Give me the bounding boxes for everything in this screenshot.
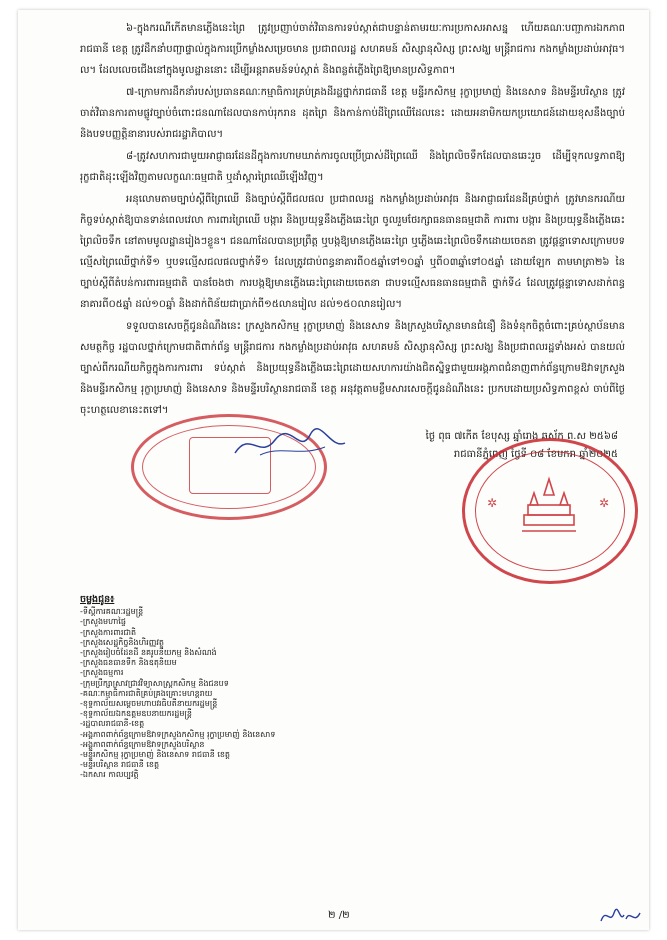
recipient-item: -ឯកសារ កាលប្បវត្តិ bbox=[80, 770, 139, 780]
recipient-item: -ក្រសួងរៀបចំដែនដី នគរូបនីយកម្ម និងសំណង់ bbox=[80, 648, 217, 658]
recipient-item: -ខុទ្ទកាល័យសម្តេចមហាបវរធិបតីនាយករដ្ឋមន្ត្រី bbox=[80, 699, 218, 709]
recipient-item: -អង្គភាពពាក់ព័ន្ធក្រោមឱវាទក្រសួងកសិកម្ម រុក្ខាប្រមាញ់ និងនេសាទ bbox=[80, 729, 276, 739]
recipient-item: -រដ្ឋបាលរាជធានី-ខេត្ត bbox=[80, 719, 145, 729]
recipients-heading: ចម្លងជូន៖ bbox=[80, 594, 115, 605]
recipient-item: -ក្រសួងធនធានទឹក និងឧតុនិយម bbox=[80, 658, 177, 668]
document-page bbox=[18, 10, 649, 930]
paragraph-closing: ទទួលបានសេចក្តីជូនដំណឹងនេះ ក្រសួងកសិកម្ម រុក្ខាប្រមាញ់ និងនេសាទ និងក្រសួងបរិស្ថានមានជំនឿ និងទំនុកចិត្តចំពោះគ្រប់ស្ថាប័នមានសមត្ថកិច្ច រដ្ឋបាលថ្នាក់ក្រោមជាតិពាក់ព័ន្ធ មន្ត្រីរាជការ កងកម្លាំងប្រដាប់អាវុធ សហគមន៍ សិស្សានុសិស្ស ព្រះសង្ឃ និងប្រជាពលរដ្ឋទាំងអស់ បានយល់ច្បាស់ពីករណីយកិច្ចក្នុងការការពារ ទប់ស្កាត់ និងប្រយុទ្ធនឹងភ្លើងឆេះព្រៃដោយសហការយ៉ាងជិតស្និទ្ធជាមួយអង្គភាពជំនាញពាក់ព័ន្ធក្រោមឱវាទក្រសួង និងមន្ទីរកសិកម្ម រុក្ខាប្រមាញ់ និងនេសាទ និងមន្ទីរបរិស្ថានរាជធានី ខេត្ត អនុវត្តតាមខ្លឹមសារសេចក្តីជូនដំណឹងនេះ ប្រកបដោយប្រសិទ្ធភាពខ្ពស់ ចាប់ពីថ្ងៃចុះហត្ថលេខានេះតទៅ។ bbox=[80, 321, 625, 416]
recipient-item: -ក្រសួងការពារជាតិ bbox=[80, 627, 137, 637]
paragraph-legal: អនុលោមតាមច្បាប់ស្តីពីព្រៃឈើ និងច្បាប់ស្តីពីជលផល ប្រជាពលរដ្ឋ កងកម្លាំងប្រដាប់អាវុធ និងអាជ្ញាធរដែនដីគ្រប់ថ្នាក់ ត្រូវមានករណីយកិច្ចទប់ស្កាត់ឱ្យបានទាន់ពេលវេលា ការពារព្រៃឈើ បង្ការ និងប្រយុទ្ធនឹងភ្លើងឆេះព្រៃ ចូលរួមថែរក្សាធនធានធម្មជាតិ ការពារ បង្ការ និងប្រយុទ្ធនឹងភ្លើងឆេះព្រៃលិចទឹក នៅតាមមូលដ្ឋានរៀងៗខ្លួន។ ជនណាដែលបានប្រព្រឹត្ត ឬបង្កឱ្យមានភ្លើងឆេះព្រៃ ឬភ្លើងឆេះព្រៃលិចទឹកដោយចេតនា ត្រូវផ្តន្ទាទោសក្រោមបទល្មើសព្រៃឈើថ្នាក់ទី១ ឬបទល្មើសជលផលថ្នាក់ទី១ ដែលត្រូវជាប់ពន្ធនាគារពី០៥ឆ្នាំទៅ១០ឆ្នាំ ឬពី០៣ឆ្នាំទៅ០៥ឆ្នាំ ដោយឡែក តាមមាត្រា២៦ នៃច្បាប់ស្តីពីតំបន់ការពារធម្មជាតិ បានចែងថា ការបង្កឱ្យមានភ្លើងឆេះព្រៃដោយចេតនា ជាបទល្មើសធនធានធម្មជាតិ ថ្នាក់ទី៤ ដែលត្រូវផ្តន្ទាទោសដាក់ពន្ធនាគារពី០៥ឆ្នាំ ដល់១០ឆ្នាំ និងដាក់ពិន័យជាប្រាក់ពី១៥លានរៀល ដល់១៥០លានរៀល។ bbox=[80, 194, 625, 310]
recipient-item: -ទីស្តីការគណៈរដ្ឋមន្ត្រី bbox=[80, 607, 144, 617]
initials-signature bbox=[598, 905, 642, 927]
recipient-item: -ក្រសួងសេដ្ឋកិច្ចនិងហិរញ្ញវត្ថុ bbox=[80, 637, 164, 647]
body-text bbox=[80, 18, 625, 421]
recipient-item: -ក្រសួងធម្មការ bbox=[80, 668, 124, 678]
paragraph-7: ៧-ក្រោមការដឹកនាំរបស់ប្រធានគណៈកម្មាធិការគ្រប់គ្រងដីរដ្ឋថ្នាក់រាជធានី ខេត្ត មន្ទីរកសិកម្ម រុក្ខាប្រមាញ់ និងនេសាទ និងមន្ទីរបរិស្ថាន ត្រូវចាត់វិធានការតាមផ្លូវច្បាប់ចំពោះជនណាដែលបានកាប់រុករាន ដុតព្រៃ និងកាន់កាប់ដីព្រៃឈើដែលនេះ ដោយអនាមិកយកប្រយោជន៍ដោយខុសនឹងច្បាប់ និងបទបញ្ញត្តិនានារបស់រាជរដ្ឋាភិបាល។ bbox=[80, 87, 625, 140]
recipient-item: -គណៈកម្មាធិការជាតិគ្រប់គ្រងគ្រោះមហន្តរាយ bbox=[80, 688, 213, 698]
recipient-item: -ខុទ្ទកាល័យឯកឧត្តមឧបនាយករដ្ឋមន្ត្រី bbox=[80, 709, 192, 719]
recipient-item: -ក្រសួងមហាផ្ទៃ bbox=[80, 617, 126, 627]
recipient-item: -មន្ទីរបរិស្ថាន រាជធានី ខេត្ត bbox=[80, 760, 160, 770]
recipient-item: -អង្គភាពពាក់ព័ន្ធក្រោមឱវាទក្រសួងបរិស្ថាន bbox=[80, 739, 205, 749]
recipient-item: -មន្ទីរកសិកម្ម រុក្ខាប្រមាញ់ និងនេសាទ រាជធានី ខេត្ត bbox=[80, 750, 231, 760]
angkor-temple-icon bbox=[520, 475, 578, 535]
solar-date: រាជធានីភ្នំពេញ ថ្ងៃទី ០៨ ខែមករា ឆ្នាំ២០២៥ bbox=[453, 449, 618, 460]
page-number: ២ /២ bbox=[328, 910, 350, 921]
paragraph-6: ៦-ក្នុងករណីកើតមានភ្លើងនេះព្រៃ ត្រូវប្រញាប់ចាត់វិធានការទប់ស្កាត់ជាបន្ទាន់តាមរយៈការប្រកាសអាសន្ន ហើយគណៈបញ្ជាការឯកភាពរាជធានី ខេត្ត ត្រូវដឹកនាំបញ្ជាផ្ទាល់ក្នុងការប្រើកម្លាំងសម្រេចមាន ប្រជាពលរដ្ឋ សហគមន៍ សិស្សានុសិស្ស ព្រះសង្ឃ មន្ត្រីរាជការ កងកម្លាំងប្រដាប់អាវុធ។ល។ ដែលលេចជើងនៅក្នុងមូលដ្ឋាននោះ ដើម្បីអន្តរាគមន៍ទប់ស្កាត់ និងពន្លត់ភ្លើងព្រៃឱ្យមានប្រសិទ្ធភាព។ bbox=[80, 23, 625, 76]
ministry-seal-right bbox=[462, 438, 638, 584]
paragraph-8: ៨-ត្រូវសហការជាមួយអាជ្ញាធរដែនដីក្នុងការហាមឃាត់ការចូលប្រើប្រាស់ដីព្រៃឈើ និងព្រៃលិចទឹកដែលបានឆេះរួច ដើម្បីទុកលទ្ធភាពឱ្យរុក្ខជាតិដុះឡើងវិញតាមលក្ខណៈធម្មជាតិ ឬដាំស្តារព្រៃឈើឡើងវិញ។ bbox=[80, 151, 625, 183]
lunar-date: ថ្ងៃ ពុធ ៧កើត ខែបុស្ស ឆ្នាំរោង ឆស័ក ព.ស ២៥៦៨ bbox=[425, 431, 618, 442]
recipients-list bbox=[80, 595, 500, 781]
star-icon: ✲ bbox=[487, 496, 498, 510]
star-icon: ✲ bbox=[599, 496, 610, 510]
recipient-item: -ក្រុមប្រឹក្សាស្រាវជ្រាវវិទ្យាសាស្ត្រកសិកម្ម និងជនបទ bbox=[80, 678, 229, 688]
